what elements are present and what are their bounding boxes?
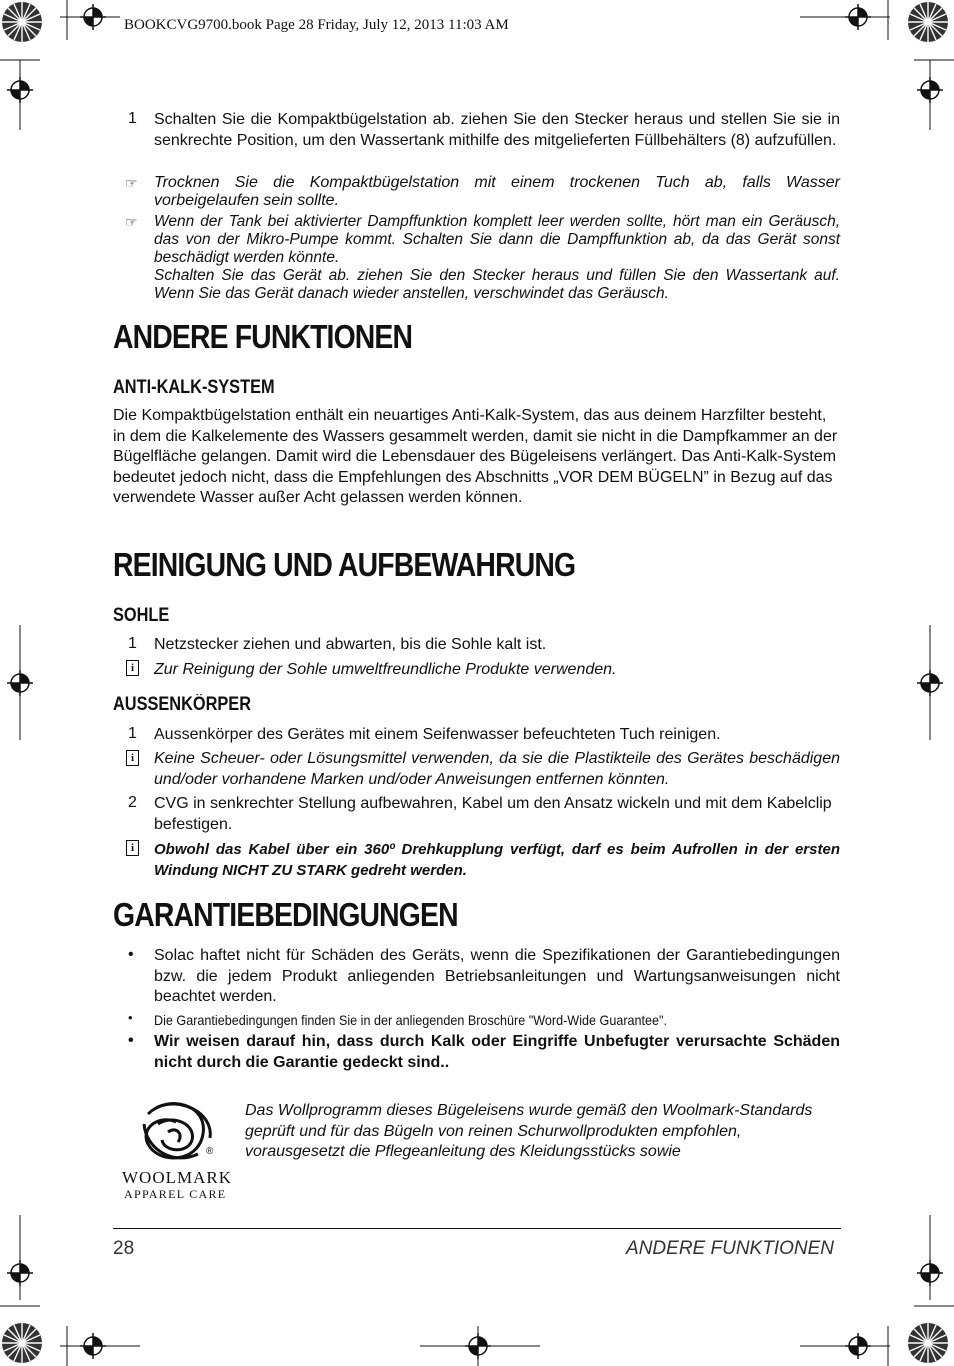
bullet: • [128,1010,133,1025]
info-icon: i [126,660,139,676]
footer-rule [113,1228,841,1229]
registered-mark: ® [206,1146,214,1157]
woolmark-icon [118,1094,240,1174]
bullet-text: Solac haftet nicht für Schäden des Geräts, wenn die Spezifikationen der Garantiebedingungen bzw. die jedem Produkt anliegenden Betriebsanleitungen und Wartungsanweisungen nicht beachtet werden. [154,947,840,1005]
bullet-text: Wir weisen darauf hin, dass durch Kalk oder Eingriffe Unbefugter verursachte Schäden nicht durch die Garantie gedeckt sind.. [154,1033,840,1071]
info-icon: i [126,840,139,856]
subsection-title: SOHLE [113,605,170,626]
file-header: BOOKCVG9700.book Page 28 Friday, July 12, 2013 11:03 AM [124,17,509,33]
note-text [154,213,840,303]
hand-pointer-icon: ☞ [125,214,138,230]
step-text: Netzstecker ziehen und abwarten, bis die Sohle kalt ist. [154,636,547,653]
woolmark-brand: WOOLMARK [122,1168,232,1187]
bullet: • [128,1032,134,1049]
step-number: 2 [128,794,137,811]
woolmark-sub: APPAREL CARE [124,1187,227,1201]
paragraph: Die Kompaktbügelstation enthält ein neuartiges Anti-Kalk-System, das aus deinem Harzfilter besteht, in dem die Kalkelemente des Wassers gesammelt werden, damit sie nicht in die Dampfkammer an der Bügelfläche gelangen. Damit wird die Lebensdauer des Bügeleisens verlängert. Das Anti-Kalk-System bedeutet jedoch nicht, dass die Empfehlungen des Abschnitts „VOR DEM BÜGELN” in Bezug auf das verwendete Wasser außer Acht gelassen werden können. [113,407,838,506]
hand-pointer-icon: ☞ [125,175,138,191]
step-number: 1 [128,725,137,742]
note-text: Trocknen Sie die Kompaktbügelstation mit einem trockenen Tuch ab, falls Wasser vorbeigelaufen sein sollte. [154,174,840,209]
section-title: REINIGUNG UND AUFBEWAHRUNG [113,546,576,583]
note-text: Zur Reinigung der Sohle umweltfreundliche Produkte verwenden. [154,661,617,678]
note-text-part: Schalten Sie das Gerät ab. ziehen Sie den Stecker heraus und füllen Sie den Wassertank auf. Wenn Sie das Gerät danach wieder anstellen, verschwindet das Geräusch. [154,267,840,302]
subsection-title: AUSSENKÖRPER [113,694,252,715]
subsection-title: ANTI-KALK-SYSTEM [113,377,275,398]
step-number: 1 [128,110,137,127]
step-text: Aussenkörper des Gerätes mit einem Seifenwasser befeuchteten Tuch reinigen. [154,726,721,743]
footer-section: ANDERE FUNKTIONEN [626,1238,834,1259]
section-title: ANDERE FUNKTIONEN [113,318,413,355]
step-number: 1 [128,635,137,652]
note-text: Keine Scheuer- oder Lösungsmittel verwenden, da sie die Plastikteile des Gerätes beschädigen und/oder vorhandene Marken und/oder Anweisungen entfernen könnten. [154,750,840,788]
step-text: CVG in senkrechter Stellung aufbewahren, Kabel um den Ansatz wickeln und mit dem Kabelclip befestigen. [154,795,832,833]
step-text: Schalten Sie die Kompaktbügelstation ab. ziehen Sie den Stecker heraus und stellen Sie sie in senkrechte Position, um den Wassertank mithilfe des mitgelieferten Füllbehälters (8) aufzufüllen. [154,111,840,149]
section-title: GARANTIEBEDINGUNGEN [113,896,458,933]
note-text-part: Wenn der Tank bei aktivierter Dampffunktion komplett leer werden sollte, hört man ein Geräusch, das von der Mikro-Pumpe kommt. Schalten Sie dann die Dampffunktion ab, da das Gerät sonst beschädigt werden könnte. [154,213,840,266]
bullet: • [128,946,134,963]
woolmark-text: Das Wollprogramm dieses Bügeleisens wurde gemäß den Woolmark-Standards geprüft und für das Bügeln von reinen Schurwollprodukten empfohlen, vorausgesetzt die Pflegeanleitung des Kleidungsstücks sowie [245,1102,813,1160]
woolmark-logo [118,1094,240,1204]
bullet-text: Die Garantiebedingungen finden Sie in der anliegenden Broschüre "Word-Wide Guarantee". [154,1012,668,1028]
page-number: 28 [113,1238,135,1259]
info-icon: i [126,750,139,766]
note-text: Obwohl das Kabel über ein 360º Drehkupplung verfügt, darf es beim Aufrollen in der ersten Windung NICHT ZU STARK gedreht werden. [154,841,840,879]
